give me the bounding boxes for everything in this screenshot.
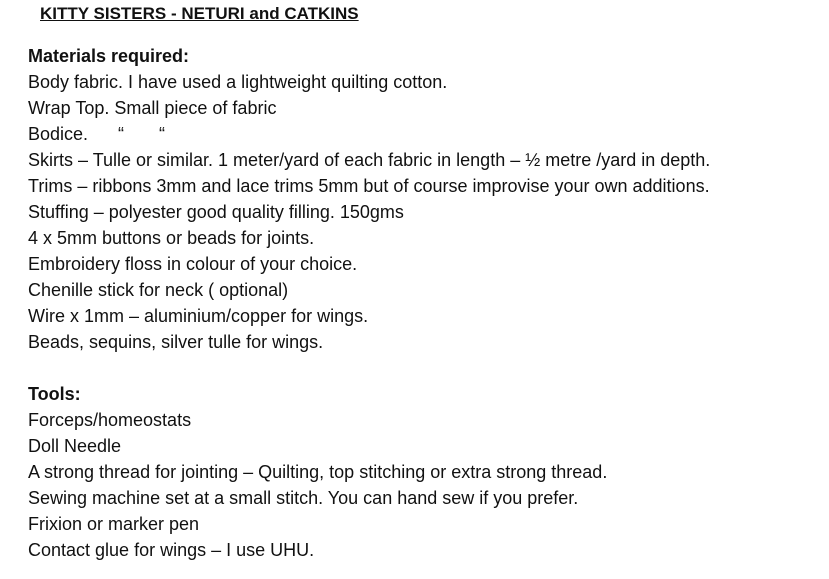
tools-item: Doll Needle (28, 436, 122, 456)
tools-item: Contact glue for wings – I use UHU. (28, 540, 315, 560)
materials-item: Bodice. “ “ (28, 124, 166, 144)
materials-item: 4 x 5mm buttons or beads for joints. (28, 228, 315, 248)
materials-item: Wire x 1mm – aluminium/copper for wings. (28, 306, 369, 326)
tools-item: Sewing machine set at a small stitch. You can hand sew if you prefer. (28, 488, 579, 508)
materials-heading: Materials required: (28, 46, 190, 66)
materials-item: Embroidery floss in colour of your choice. (28, 254, 358, 274)
materials-item: Skirts – Tulle or similar. 1 meter/yard of each fabric in length – ½ metre /yard in depth. (28, 150, 711, 170)
materials-item: Body fabric. I have used a lightweight quilting cotton. (28, 72, 448, 92)
materials-item: Chenille stick for neck ( optional) (28, 280, 289, 300)
materials-item: Trims – ribbons 3mm and lace trims 5mm but of course improvise your own additions. (28, 176, 710, 196)
materials-item: Beads, sequins, silver tulle for wings. (28, 332, 324, 352)
tools-section (28, 381, 607, 563)
tools-item: Frixion or marker pen (28, 514, 200, 534)
document-title: KITTY SISTERS - NETURI and CATKINS (40, 4, 359, 23)
tools-item: A strong thread for jointing – Quilting, top stitching or extra strong thread. (28, 462, 608, 482)
materials-item: Wrap Top. Small piece of fabric (28, 98, 277, 118)
materials-item: Stuffing – polyester good quality filling. 150gms (28, 202, 404, 222)
tools-heading: Tools: (28, 384, 81, 404)
tools-item: Forceps/homeostats (28, 410, 192, 430)
materials-section (28, 43, 710, 355)
